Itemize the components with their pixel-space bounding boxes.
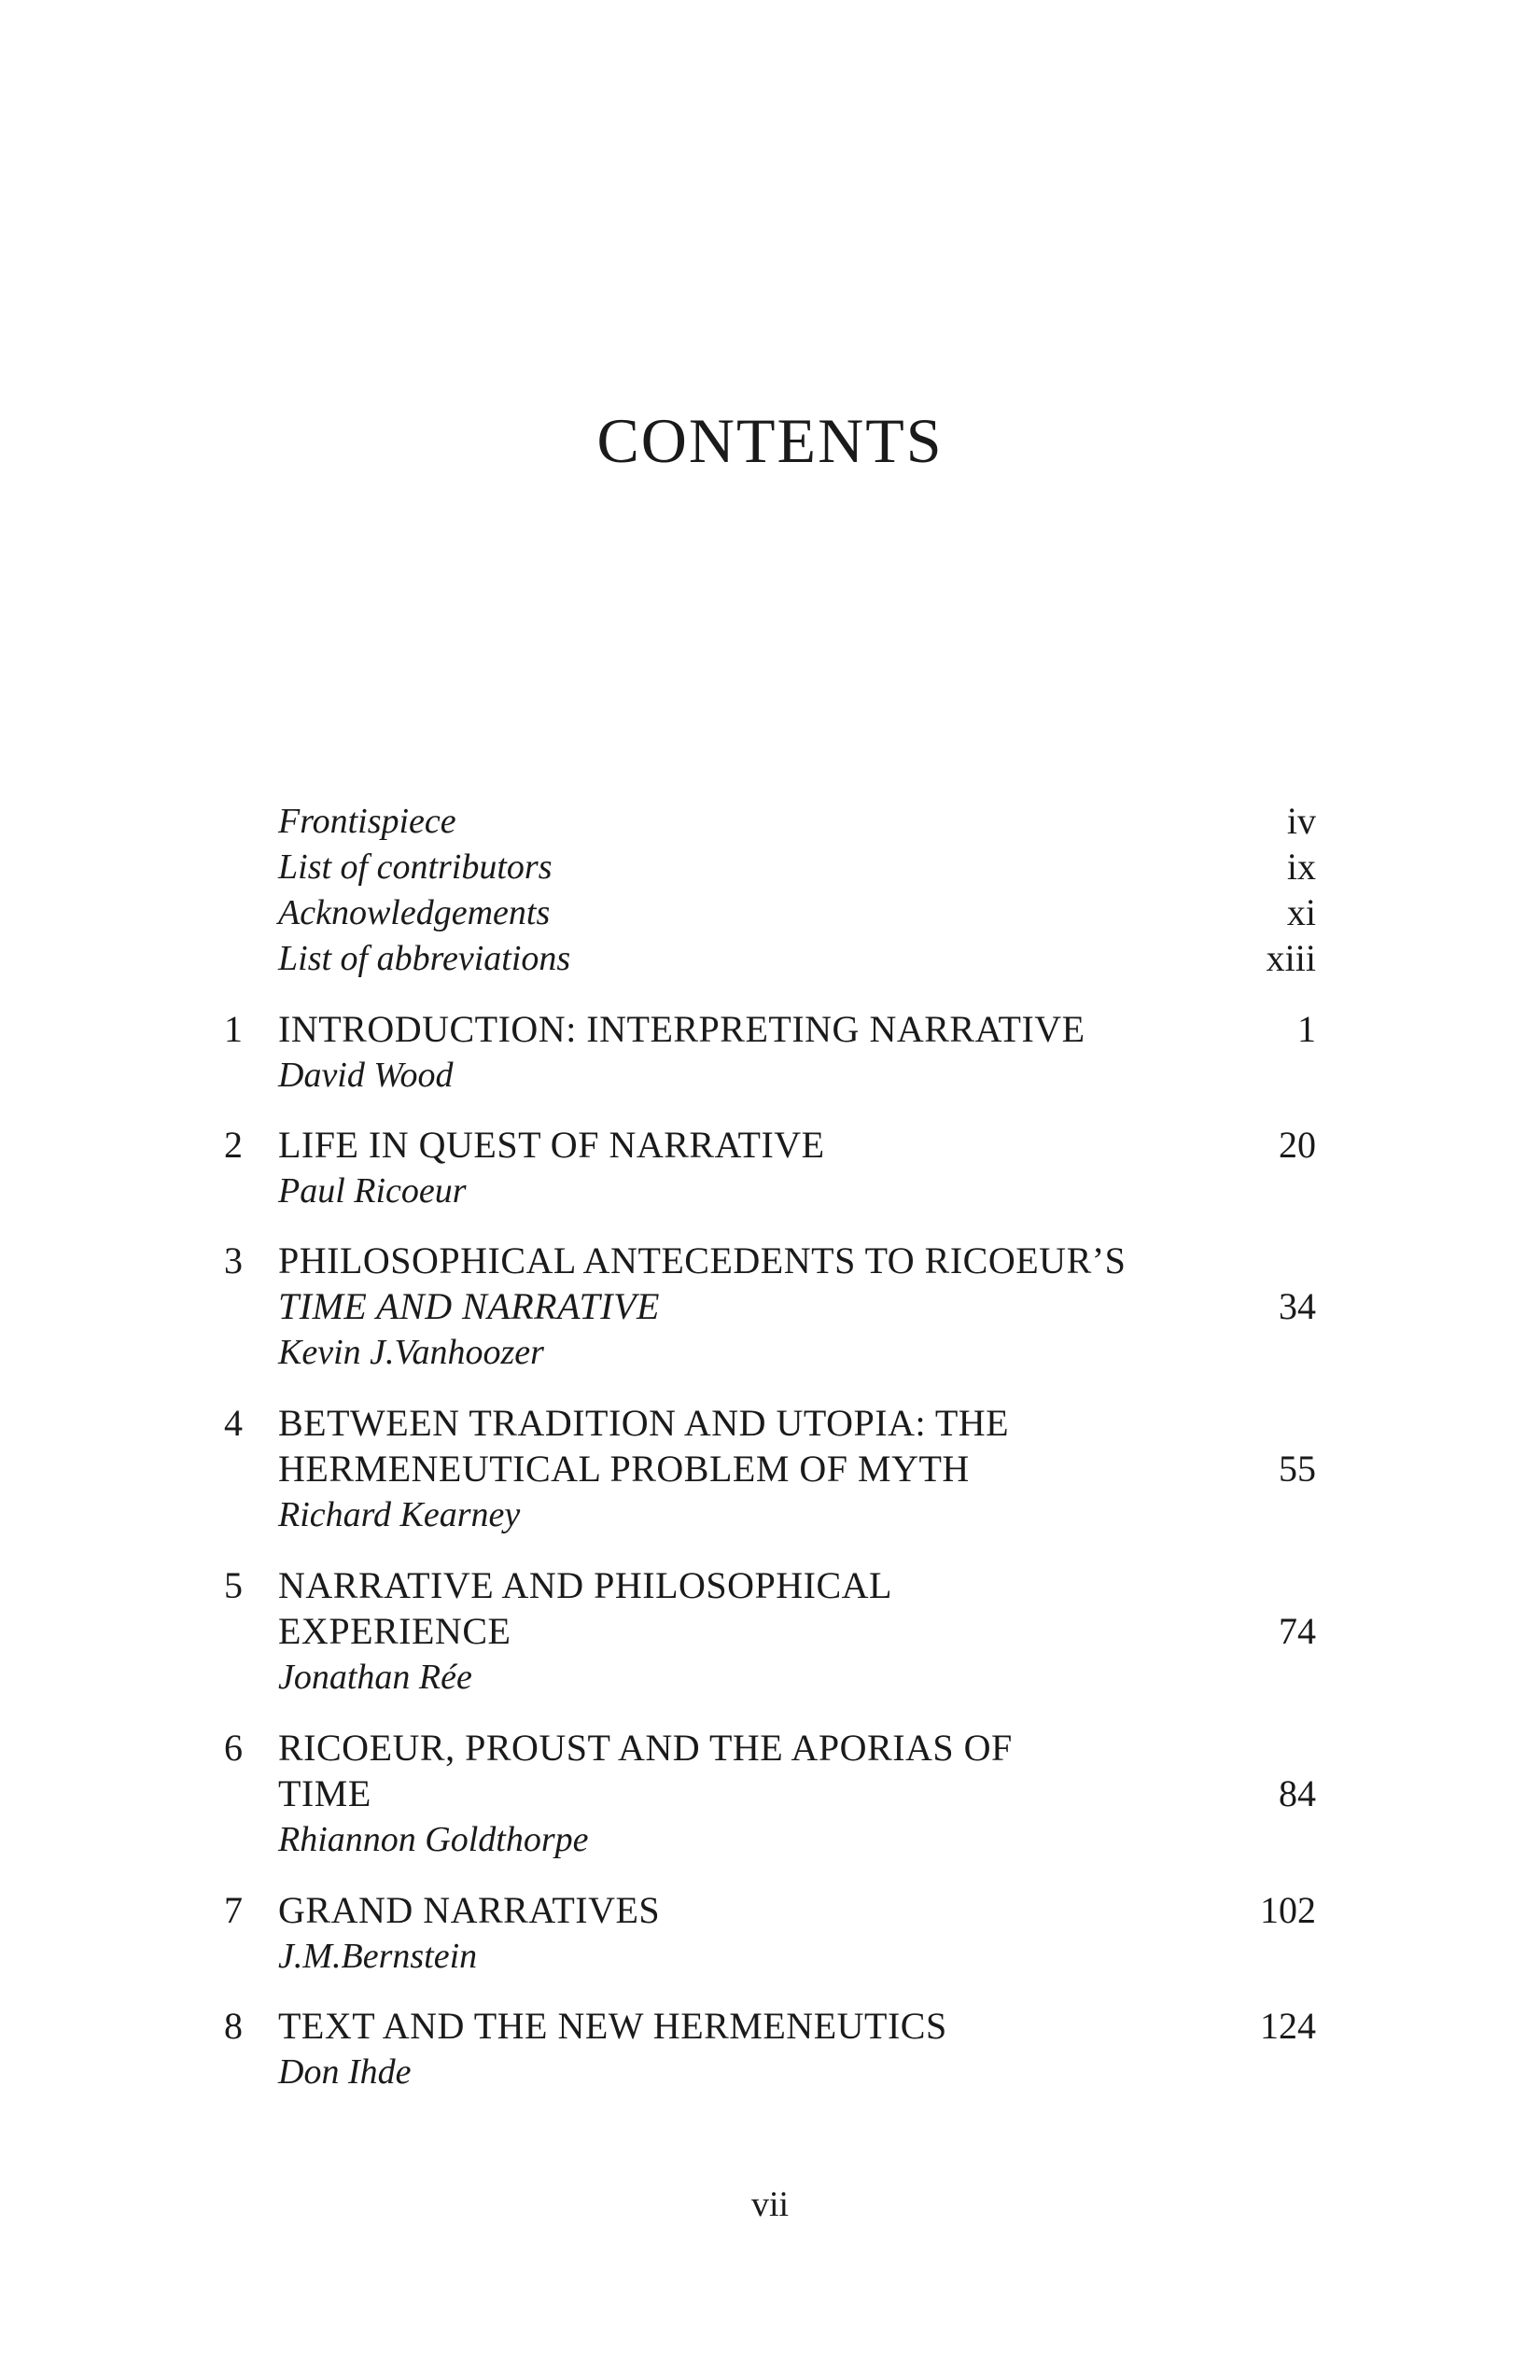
toc-entry-page: xi bbox=[1286, 891, 1316, 933]
chapter-title: RICOEUR, PROUST AND THE APORIAS OF bbox=[278, 1727, 1013, 1769]
chapter-page: 84 bbox=[1279, 1772, 1316, 1814]
chapter-author: Richard Kearney bbox=[278, 1495, 521, 1534]
toc-entry-page: ix bbox=[1286, 846, 1316, 888]
toc-entry-page: xiii bbox=[1266, 937, 1316, 979]
toc-entry-page: iv bbox=[1286, 800, 1316, 842]
chapter-number: 2 bbox=[224, 1124, 243, 1166]
chapter-number: 5 bbox=[224, 1564, 243, 1606]
chapter-number: 4 bbox=[224, 1402, 243, 1444]
chapter-title: NARRATIVE AND PHILOSOPHICAL bbox=[278, 1564, 892, 1606]
chapter-page: 74 bbox=[1279, 1610, 1316, 1652]
chapter-title-continued: EXPERIENCE bbox=[278, 1610, 511, 1652]
chapter-page: 102 bbox=[1260, 1889, 1316, 1931]
chapter-author: Jonathan Rée bbox=[278, 1658, 472, 1697]
toc-entry-frontispiece[interactable] bbox=[0, 798, 1540, 845]
chapter-page: 20 bbox=[1279, 1124, 1316, 1166]
chapter-title: PHILOSOPHICAL ANTECEDENTS TO RICOEUR’S bbox=[278, 1239, 1127, 1281]
chapter-title-continued: TIME AND NARRATIVE bbox=[278, 1285, 660, 1327]
chapter-title: GRAND NARRATIVES bbox=[278, 1889, 661, 1931]
toc-entry-list-of-abbreviations[interactable] bbox=[0, 935, 1540, 982]
page-number: vii bbox=[750, 2185, 790, 2224]
chapter-number: 7 bbox=[224, 1889, 243, 1931]
chapter-title: LIFE IN QUEST OF NARRATIVE bbox=[278, 1124, 825, 1166]
toc-entry-label: Frontispiece bbox=[278, 802, 456, 841]
chapter-number: 8 bbox=[224, 2005, 243, 2047]
toc-entry-list-of-contributors[interactable] bbox=[0, 844, 1540, 890]
chapter-title-continued: TIME bbox=[278, 1772, 371, 1814]
toc-entry-label: List of abbreviations bbox=[278, 939, 571, 978]
chapter-number: 1 bbox=[224, 1008, 243, 1050]
chapter-page: 34 bbox=[1279, 1285, 1316, 1327]
chapter-title-continued: HERMENEUTICAL PROBLEM OF MYTH bbox=[278, 1448, 970, 1490]
chapter-number: 6 bbox=[224, 1727, 243, 1769]
chapter-number: 3 bbox=[224, 1239, 243, 1281]
chapter-title: INTRODUCTION: INTERPRETING NARRATIVE bbox=[278, 1008, 1085, 1050]
chapter-author: Kevin J.Vanhoozer bbox=[278, 1333, 544, 1372]
toc-entry-label: Acknowledgements bbox=[278, 893, 551, 932]
chapter-title: BETWEEN TRADITION AND UTOPIA: THE bbox=[278, 1402, 1010, 1444]
toc-entry-label: List of contributors bbox=[278, 847, 553, 887]
chapter-title: TEXT AND THE NEW HERMENEUTICS bbox=[278, 2005, 947, 2047]
page-title: CONTENTS bbox=[596, 405, 944, 476]
chapter-page: 1 bbox=[1297, 1008, 1316, 1050]
chapter-page: 55 bbox=[1279, 1448, 1316, 1490]
chapter-page: 124 bbox=[1260, 2005, 1316, 2047]
chapter-author: Don Ihde bbox=[278, 2052, 412, 2092]
chapter-author: Rhiannon Goldthorpe bbox=[278, 1820, 589, 1859]
chapter-author: J.M.Bernstein bbox=[278, 1937, 478, 1976]
chapter-author: Paul Ricoeur bbox=[278, 1171, 467, 1211]
toc-entry-acknowledgements[interactable] bbox=[0, 889, 1540, 936]
chapter-author: David Wood bbox=[278, 1056, 454, 1095]
